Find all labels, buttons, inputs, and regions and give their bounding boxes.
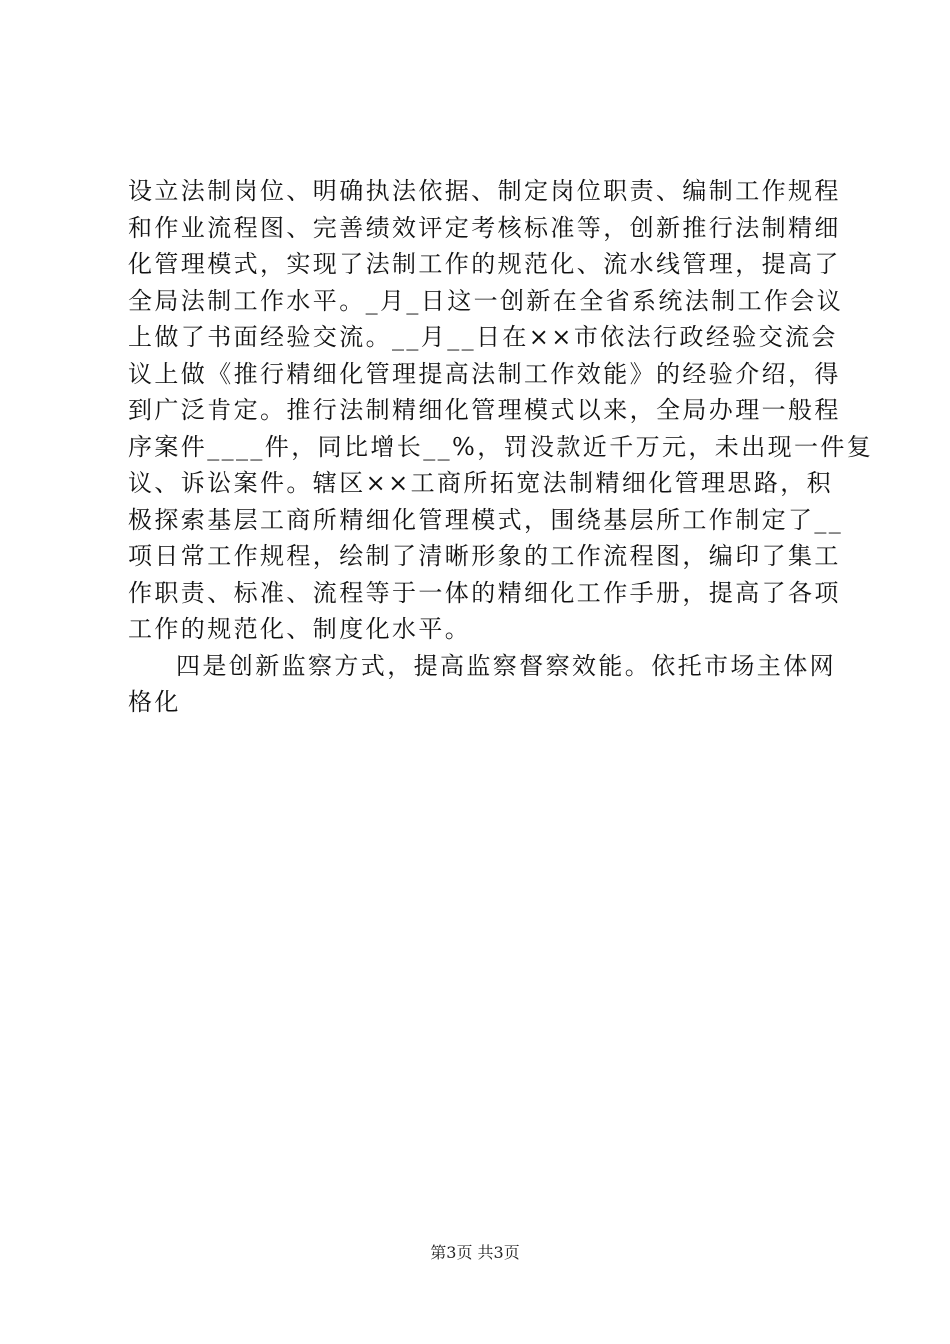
document-body: [128, 173, 874, 721]
text-line: 工作的规范化、制度化水平。: [128, 615, 472, 643]
text-line: 到广泛肯定。推行法制精细化管理模式以来，全局办理一般程: [128, 396, 841, 424]
text-line: 极探索基层工商所精细化管理模式，围绕基层所工作制定了__: [128, 505, 844, 534]
text-line: 议上做《推行精细化管理提高法制工作效能》的经验介绍，得: [128, 359, 841, 388]
text-line: 和作业流程图、完善绩效评定考核标准等，创新推行法制精细: [128, 213, 841, 242]
paragraph-first-line: 四是创新监察方式，提高监察督察效能。依托市场主体网: [176, 651, 836, 680]
text-line: 格化: [128, 688, 181, 716]
text-line: 上做了书面经验交流。__月__日在××市依法行政经验交流会: [128, 323, 838, 351]
text-line: 序案件____件，同比增长__%，罚没款近千万元，未出现一件复: [128, 432, 874, 461]
text-line: 项日常工作规程，绘制了清晰形象的工作流程图，编印了集工: [128, 542, 841, 570]
text-line: 设立法制岗位、明确执法依据、制定岗位职责、编制工作规程: [128, 177, 841, 205]
text-line: 议、诉讼案件。辖区××工商所拓宽法制精细化管理思路，积: [128, 469, 834, 497]
text-line: 化管理模式，实现了法制工作的规范化、流水线管理，提高了: [128, 250, 841, 278]
page-number-footer: 第3页 共3页: [430, 1243, 520, 1262]
text-line: 作职责、标准、流程等于一体的精细化工作手册，提高了各项: [128, 578, 841, 607]
text-line: 全局法制工作水平。_月_日这一创新在全省系统法制工作会议: [128, 286, 844, 315]
